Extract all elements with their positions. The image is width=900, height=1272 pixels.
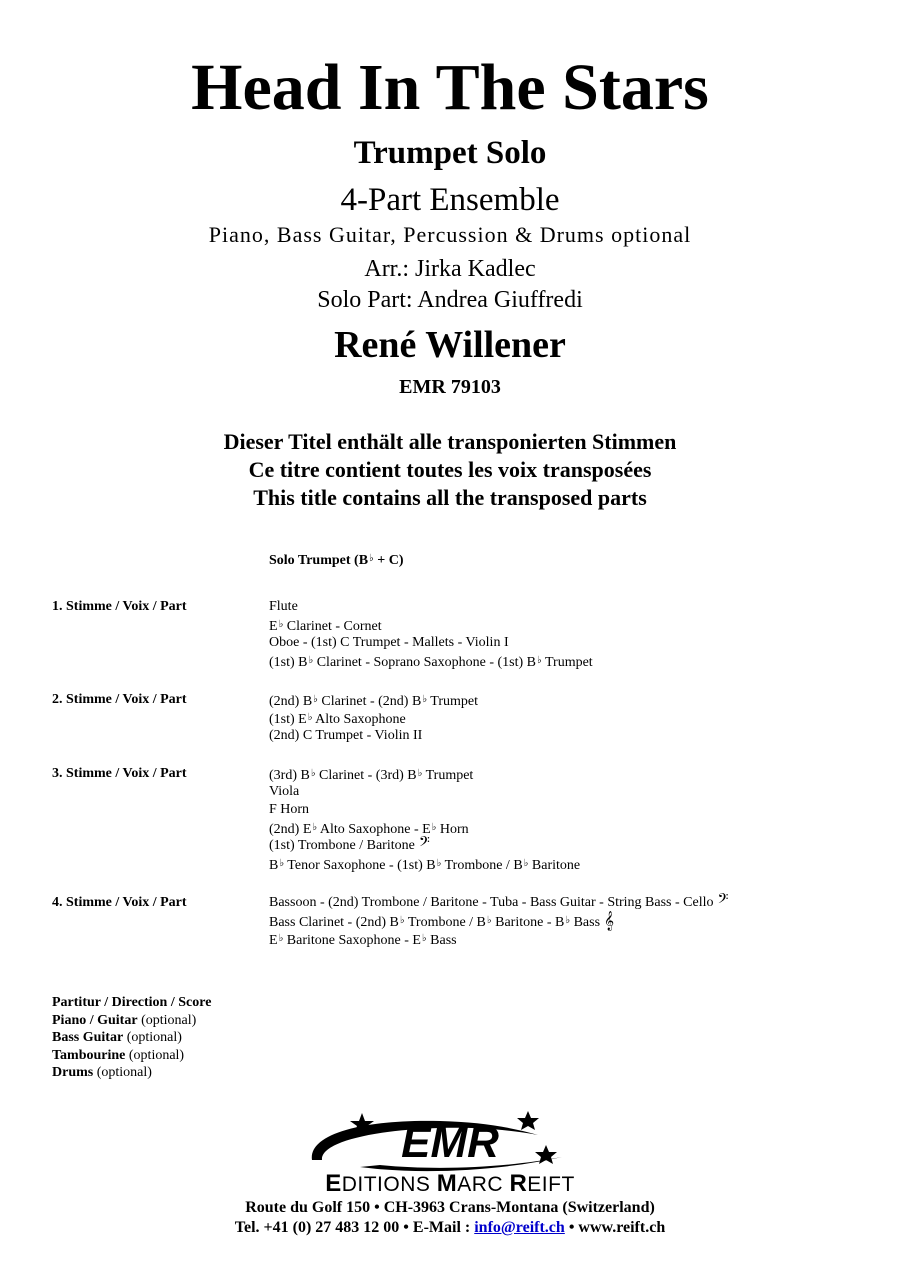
extra-item-bass-guitar <box>52 1029 211 1047</box>
part-1-label: 1. Stimme / Voix / Part <box>52 599 187 614</box>
extra-tambourine-label: Tambourine <box>52 1047 126 1063</box>
flat-icon: ♭ <box>310 768 316 779</box>
part-2-line-2 <box>269 709 406 729</box>
treble-clef-icon: 𝄞 <box>604 911 615 931</box>
extra-item-score <box>52 994 211 1012</box>
part-2-line-2-a: (1st) E <box>269 712 307 727</box>
part-3-line-1 <box>269 765 473 785</box>
flat-icon: ♭ <box>369 553 374 564</box>
contact-website: • www.reift.ch <box>564 1219 666 1236</box>
part-4-line-2-a: Bass Clarinet - (2nd) B <box>269 915 399 930</box>
part-2-line-1-b: Clarinet - (2nd) B <box>317 694 422 709</box>
optional-note: (optional) <box>128 1047 185 1063</box>
part-4-line-3-b: Baritone Saxophone - E <box>283 933 421 948</box>
flat-icon: ♭ <box>312 822 318 833</box>
solo-part-line: Solo Part: Andrea Giuffredi <box>317 287 583 313</box>
part-1-line-2-text: Clarinet - Cornet <box>283 619 382 634</box>
flat-icon: ♭ <box>486 915 492 926</box>
part-4-line-2-d: Bass <box>570 915 601 930</box>
part-3-line-6-c: Trombone / B <box>441 858 523 873</box>
catalog-number: EMR 79103 <box>399 376 501 398</box>
bass-clef-icon: 𝄢 <box>418 834 430 854</box>
flat-icon: ♭ <box>537 655 542 666</box>
flat-icon: ♭ <box>278 619 284 630</box>
part-3-line-6-d: Baritone <box>528 858 581 873</box>
flat-icon: ♭ <box>523 858 529 869</box>
solo-trumpet-line <box>269 550 404 570</box>
flat-icon: ♭ <box>399 915 405 926</box>
part-3-line-5 <box>269 834 430 855</box>
solo-trumpet-label-a: Solo Trumpet (B <box>269 553 369 568</box>
part-2-label: 2. Stimme / Voix / Part <box>52 692 187 707</box>
part-2-line-3: (2nd) C Trumpet - Violin II <box>269 728 423 743</box>
part-3-line-3: F Horn <box>269 802 310 817</box>
optional-note: (optional) <box>126 1030 182 1045</box>
emr-logo <box>300 1105 600 1195</box>
part-1-line-4-b: Clarinet - Soprano Saxophone - (1st) B <box>313 655 537 670</box>
part-1-line-4 <box>269 652 593 672</box>
part-4-line-2-b: Trombone / B <box>404 915 486 930</box>
flat-icon: ♭ <box>313 694 318 705</box>
part-3-line-1-a: (3rd) B <box>269 768 310 783</box>
extra-drums-label: Drums <box>52 1065 94 1080</box>
part-1-line-2 <box>269 616 382 636</box>
part-2-line-1-c: Trumpet <box>427 694 478 709</box>
emr-logo-text: EMR <box>401 1118 499 1167</box>
part-1-line-3: Oboe - (1st) C Trumpet - Mallets - Violin I <box>269 635 509 650</box>
flat-icon: ♭ <box>421 933 427 944</box>
part-3-line-4-a: (2nd) E <box>269 822 312 837</box>
part-3-line-4-b: Alto Saxophone - E <box>317 822 431 837</box>
solo-trumpet-label-b: + C) <box>373 553 404 568</box>
part-4-line-2 <box>269 912 614 932</box>
flat-icon: ♭ <box>278 933 284 944</box>
publisher-contact <box>0 1218 900 1238</box>
flat-icon: ♭ <box>436 858 442 869</box>
flat-icon: ♭ <box>307 712 313 723</box>
flat-icon: ♭ <box>431 822 437 833</box>
part-3-line-6-b: Tenor Saxophone - (1st) B <box>284 858 436 873</box>
part-2-line-1 <box>269 691 478 711</box>
optional-note: (optional) <box>96 1065 152 1080</box>
part-3-label: 3. Stimme / Voix / Part <box>52 766 187 781</box>
part-4-line-3 <box>269 930 457 950</box>
star-icon <box>517 1111 539 1130</box>
subtitle: Trumpet Solo <box>353 135 547 171</box>
page-title: Head In The Stars <box>191 51 709 124</box>
note-letter: E <box>269 619 278 634</box>
part-2-line-1-a: (2nd) B <box>269 694 313 709</box>
part-4-label: 4. Stimme / Voix / Part <box>52 895 187 910</box>
part-1-line-1: Flute <box>269 599 298 614</box>
optional-note: (optional) <box>141 1012 197 1028</box>
flat-icon: ♭ <box>565 915 571 926</box>
notice-german: Dieser Titel enthält alle transponierten Stimmen <box>223 429 677 454</box>
part-4-line-1-text: Bassoon - (2nd) Trombone / Baritone - Tuba - Bass Guitar - String Bass - Cello <box>269 895 714 910</box>
part-4-line-1 <box>269 891 729 912</box>
note-letter: B <box>269 858 279 873</box>
contact-phone: Tel. +41 (0) 27 483 12 00 • E-Mail : <box>234 1219 475 1236</box>
part-3-line-1-c: Trumpet <box>422 768 474 783</box>
bass-clef-icon: 𝄢 <box>717 891 729 911</box>
extra-item-piano <box>52 1012 211 1030</box>
publisher-name: EDITIONS MARC REIFT <box>325 1170 575 1195</box>
part-3-line-4-c: Horn <box>436 822 469 837</box>
flat-icon: ♭ <box>308 655 314 666</box>
part-1-line-4-a: (1st) B <box>269 655 308 670</box>
part-2-line-2-b: Alto Saxophone <box>312 712 406 727</box>
extra-piano-label: Piano / Guitar <box>52 1012 138 1028</box>
extra-score-label: Partitur / Direction / Score <box>52 995 212 1010</box>
extra-item-drums <box>52 1064 211 1082</box>
part-4-line-3-c: Bass <box>426 933 457 948</box>
part-3-line-5-text: (1st) Trombone / Baritone <box>269 838 415 853</box>
ensemble-line: 4-Part Ensemble <box>340 182 560 218</box>
email-link[interactable]: info@reift.ch <box>474 1219 565 1236</box>
part-3-line-4 <box>269 819 469 839</box>
part-3-line-2: Viola <box>269 784 300 799</box>
part-3-line-1-b: Clarinet - (3rd) B <box>315 768 417 783</box>
part-4-line-2-c: Baritone - B <box>491 915 565 930</box>
note-letter: E <box>269 933 278 948</box>
extra-bass-guitar-label: Bass Guitar <box>52 1030 124 1045</box>
optional-instruments-line: Piano, Bass Guitar, Percussion & Drums optional <box>208 222 692 247</box>
publisher-address: Route du Golf 150 • CH-3963 Crans-Montana (Switzerland) <box>245 1199 655 1216</box>
part-3-line-6 <box>269 855 580 875</box>
extra-item-tambourine <box>52 1047 211 1065</box>
part-1-line-4-c: Trumpet <box>541 655 593 670</box>
flat-icon: ♭ <box>279 858 285 869</box>
extra-parts-list <box>52 994 211 1082</box>
notice-french: Ce titre contient toutes les voix transposées <box>248 457 652 482</box>
flat-icon: ♭ <box>422 694 428 705</box>
flat-icon: ♭ <box>417 768 423 779</box>
composer-name: René Willener <box>334 324 566 366</box>
notice-english: This title contains all the transposed parts <box>253 485 647 510</box>
arranger-line: Arr.: Jirka Kadlec <box>364 256 536 282</box>
